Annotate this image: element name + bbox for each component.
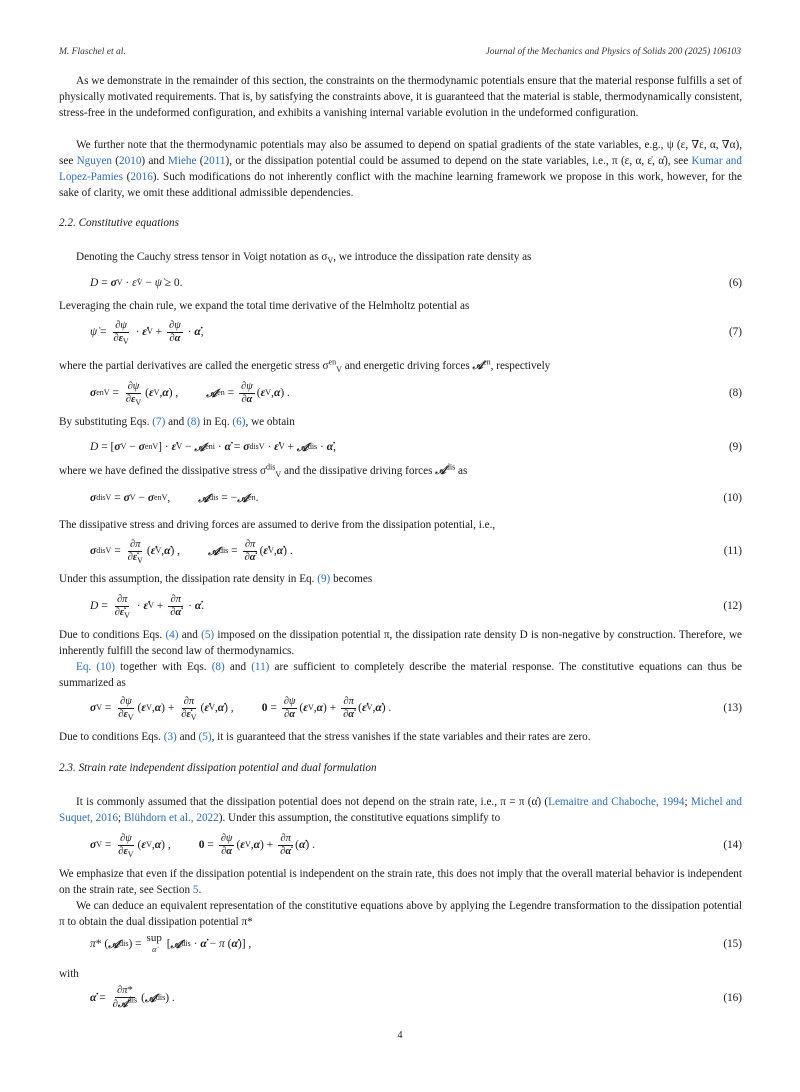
citation-nguyen[interactable]: Nguyen (76, 155, 113, 167)
equation-number: (10) (723, 492, 742, 504)
citation-nguyen-year[interactable]: 2010 (119, 155, 142, 167)
eq-ref-6[interactable]: (6) (232, 416, 246, 428)
paragraph-gradients: We further note that the thermodynamic potentials may also be assumed to depend on spatial gradients of the state variables, e.g., ψ (ε, ∇ε, α, ∇α), see Nguyen (2010) and Miehe (2011), or the dissipation potential could be assumed to depend on the state variables, i.e., π (ε, α, ε̇, α̇), see Kumar and Lopez-Pamies (2016). Such modifications do not inherently conflict with the machine learning framework we propose in this work, however, for the sake of clarity, we omit these additional admissible dependencies. (59, 139, 742, 199)
equation-number: (7) (728, 326, 742, 338)
equation-14: σ V = $\frac{\partial\psi}{\partial\varepsilon_V}$ ( ε V , α ) , 0 = $\frac{\partial\psi}{\partial\alpha}$ ( ε V , α ) + $\frac{\partial\pi}{\partial\alphȧ}$ ( α̇ ) . (14) (0, 830, 800, 860)
citation-miehe[interactable]: Miehe (167, 155, 197, 167)
equation-6: D = σ V · ε̇ V − ψ̇ ≥ 0. (6) (0, 268, 800, 298)
citation-miehe-year[interactable]: 2011 (203, 155, 226, 167)
equation-number: (9) (728, 441, 742, 453)
equation-number: (8) (728, 387, 742, 399)
equation-number: (11) (723, 545, 742, 557)
paragraph-legendre: We can deduce an equivalent representation of the constitutive equations above by applying the Legendre transformation to the dissipation potential π to obtain the dual dissipation potential π* (59, 900, 742, 928)
paragraph-substituting: By substituting Eqs. (7) and (8) in Eq. (6), we obtain (59, 416, 295, 428)
paragraph-emphasize: We emphasize that even if the dissipation potential is independent on the strain rate, this does not imply that the overall material behavior is independent on the strain rate, see Section 5. (59, 868, 742, 896)
running-header-authors: M. Flaschel et al. (59, 47, 126, 57)
citation-michel[interactable]: Michel and Suquet, 2016 (59, 796, 742, 824)
eq-ref-4[interactable]: (4) (165, 629, 179, 641)
paragraph-under-assumption: Under this assumption, the dissipation rate density in Eq. (9) becomes (59, 573, 373, 585)
equation-number: (15) (723, 938, 742, 950)
eq-ref-9[interactable]: (9) (317, 573, 331, 585)
citation-kumar-year[interactable]: 2016 (130, 171, 153, 183)
equation-7: ψ̇ = $\frac{\partial\psi}{\partial\varepsilon_V}$ · ε̇ V + $\frac{\partial\psi}{\partial\alpha}$ · α̇ , (7) (0, 317, 800, 347)
section-heading-2-3: 2.3. Strain rate independent dissipation potential and dual formulation (59, 762, 377, 774)
eq-ref-8b[interactable]: (8) (211, 661, 225, 673)
page-number: 4 (397, 1030, 403, 1041)
citation-bluhdorn[interactable]: Blühdorn et al., 2022 (123, 812, 219, 824)
paragraph-non-negative: Due to conditions Eqs. (4) and (5) imposed on the dissipation potential π, the dissipation rate density D is non-negative by construction. Therefore, we inherently fulfill the second law of thermodynamics. (59, 629, 742, 657)
paragraph-with: with (59, 968, 79, 980)
eq-ref-5[interactable]: (5) (201, 629, 215, 641)
eq-ref-5b[interactable]: (5) (198, 731, 212, 743)
equation-10: σ dis V = σ V − σ en V , 𝒜 dis = − 𝒜 en . (10) (0, 483, 800, 513)
equation-9: D = [ σ V − σ en V ] · ε̇ V − 𝒜 en i · α̇ = σ dis V · ε̇ V + 𝒜 dis · α̇ , (9) (0, 432, 800, 462)
eq-ref-10[interactable]: Eq. (10) (76, 661, 116, 673)
equation-number: (13) (723, 702, 742, 714)
citation-kumar[interactable]: Kumar and Lopez-Pamies (59, 155, 742, 183)
eq-ref-7[interactable]: (7) (152, 416, 166, 428)
equation-number: (14) (723, 839, 742, 851)
eq-ref-11[interactable]: (11) (251, 661, 270, 673)
paragraph-chain-rule: Leveraging the chain rule, we expand the total time derivative of the Helmholtz potential as (59, 300, 470, 312)
paragraph-constraints: As we demonstrate in the remainder of this section, the constraints on the thermodynamic potentials ensure that the material response fulfills a set of physically motivated requirements. That is, by satisfying the constraints above, it is guaranteed that the material is stable, thermodynamically consistent, stress-free in the undeformed configuration, and exhibits a vanishing internal variable evolution in the undeformed configuration. (59, 75, 742, 119)
paragraph-derive: The dissipative stress and driving forces are assumed to derive from the dissipation potential, i.e., (59, 519, 496, 531)
paragraph-summary: Eq. (10) together with Eqs. (8) and (11) are sufficient to completely describe the material response. The constitutive equations can thus be summarized as (59, 661, 743, 689)
equation-number: (12) (723, 600, 742, 612)
paragraph-stress-vanishes: Due to conditions Eqs. (3) and (5), it is guaranteed that the stress vanishes if the state variables and their rates are zero. (59, 731, 591, 743)
equation-13: σ V = $\frac{\partial\psi}{\partial\varepsilon_V}$ ( ε V , α ) + $\frac{\partial\pi}{\partial\varepsiloṅ_V}$ ( ε̇ V , α̇ ) , 0 = $\frac{\partial\psi}{\partial\alpha}$ ( ε V , α ) + $\frac{\partial\pi}{\partial\alphȧ}$ ( ε̇ V , α̇ ) . (13) (0, 693, 800, 723)
equation-8: σ en V = $\frac{\partial\psi}{\partial\varepsilon_V}$ ( ε V , α ) , 𝒜 en = $\frac{\partial\psi}{\partial\alpha}$ ( ε V , α ) . (8) (0, 378, 800, 408)
equation-11: σ dis V = $\frac{\partial\pi}{\partial\varepsiloṅ_V}$ ( ε̇ V , α̇ ) , 𝒜 dis = $\frac{\partial\pi}{\partial\alphȧ}$ ( ε̇ V , α̇ ) . (11) (0, 536, 800, 566)
section-heading-2-2: 2.2. Constitutive equations (59, 217, 179, 229)
equation-15: π * ( 𝒜 dis ) = sup α̇ [ 𝒜 dis · α̇ − π ( α̇ )] , (15) (0, 929, 800, 959)
eq-ref-8[interactable]: (8) (187, 416, 201, 428)
paragraph-strain-rate: It is commonly assumed that the dissipation potential does not depend on the strain rate, i.e., π = π (α̇) (Lemaitre and Chaboche, 1994; Michel and Suquet, 2016; Blühdorn et al., 2022). Under this assumption, the constitutive equations simplify to (59, 796, 742, 824)
paragraph-dissipative-stress: where we have defined the dissipative stress $\sigma^{dis}_V$ and the dissipative driving forces 𝒜$^{dis}$ as (59, 462, 468, 480)
eq-ref-3[interactable]: (3) (163, 731, 177, 743)
equation-12: D = $\frac{\partial\pi}{\partial\varepsiloṅ_V}$ · ε̇ V + $\frac{\partial\pi}{\partial\alphȧ}$ · α̇ . (12) (0, 591, 800, 621)
citation-lemaitre[interactable]: Lemaitre and Chaboche, 1994 (548, 796, 685, 808)
paragraph-partial-derivatives: where the partial derivatives are called the energetic stress $\sigma^{en}_V$ and energetic driving forces 𝒜$^{en}$, respectively (59, 357, 551, 375)
section-ref-5[interactable]: 5 (192, 884, 199, 896)
equation-number: (6) (728, 277, 742, 289)
equation-16: α̇ = $\frac{\partial\pi*}{\partial 𝒜^{dis}}$ ( 𝒜 dis ) . (16) (0, 983, 800, 1013)
running-header-journal: Journal of the Mechanics and Physics of Solids 200 (2025) 106103 (485, 47, 741, 57)
equation-number: (16) (723, 992, 742, 1004)
paragraph-cauchy: Denoting the Cauchy stress tensor in Voigt notation as $\sigma_V$, we introduce the dissipation rate density as (76, 251, 532, 266)
